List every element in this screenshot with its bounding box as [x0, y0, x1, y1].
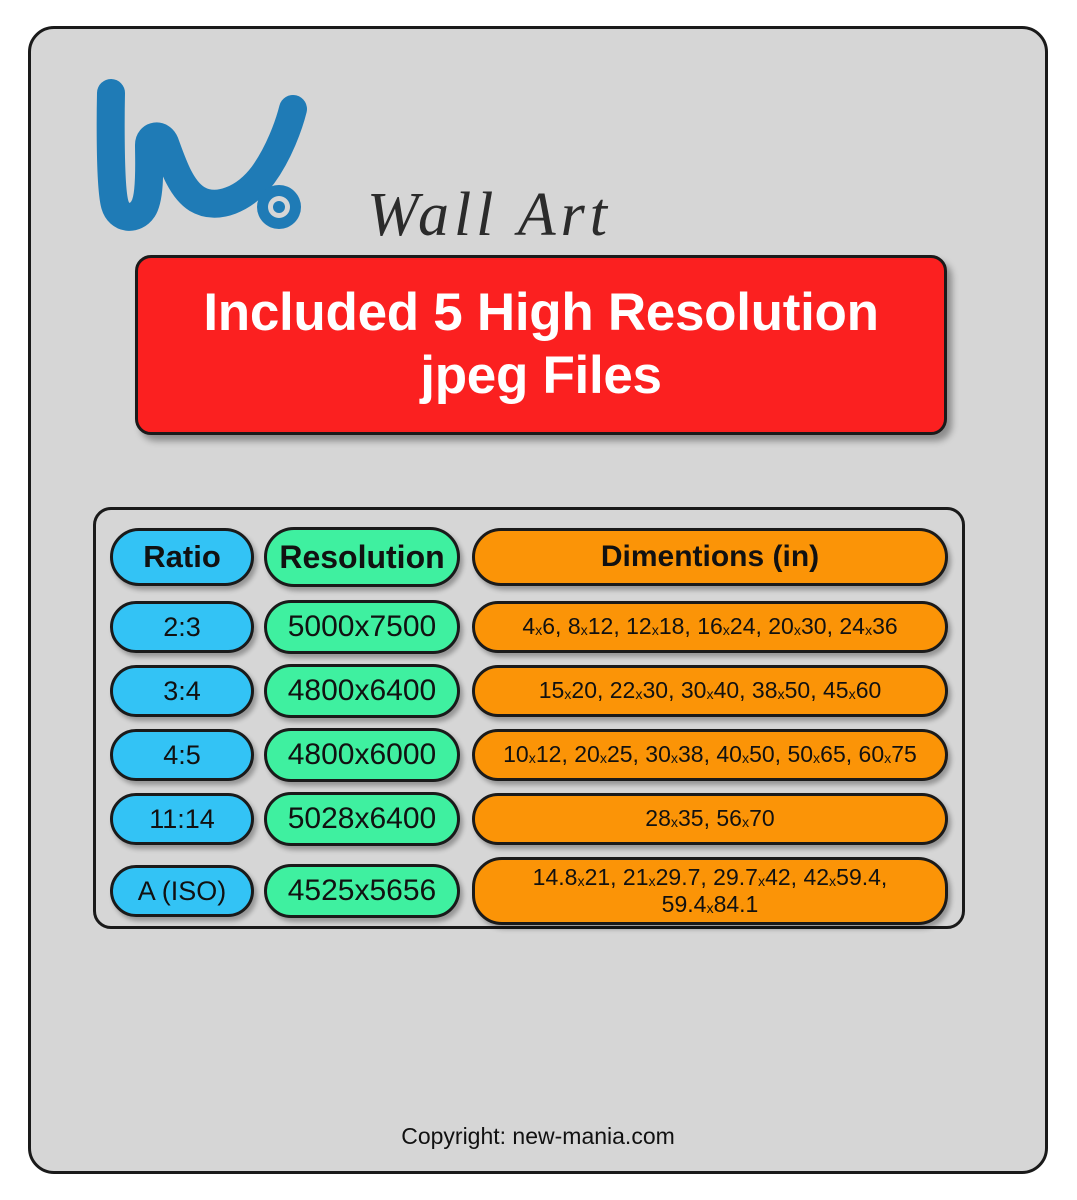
cell-resolution: 5000x7500: [264, 600, 460, 654]
table-row: [110, 854, 948, 928]
cell-ratio: 4:5: [110, 729, 254, 781]
table-header-row: [110, 524, 948, 590]
cell-dimensions: 28x35, 56x70: [472, 793, 948, 845]
headline-banner: [135, 255, 947, 435]
cell-ratio: 3:4: [110, 665, 254, 717]
brand-script-wordmark: [361, 159, 781, 269]
headline-line-1: Included 5 High Resolution: [203, 283, 879, 343]
header-dimensions: Dimentions (in): [472, 528, 948, 586]
cell-resolution: 4800x6400: [264, 664, 460, 718]
poster-card: [28, 26, 1048, 1174]
cell-resolution: 4800x6000: [264, 728, 460, 782]
cell-dimensions: 14.8x21, 21x29.7, 29.7x42, 42x59.4, 59.4x84.1: [472, 857, 948, 925]
cell-dimensions: 10x12, 20x25, 30x38, 40x50, 50x65, 60x75: [472, 729, 948, 781]
table-row: [110, 662, 948, 720]
w-swirl-logo-icon: [93, 65, 323, 235]
table-row: [110, 598, 948, 656]
brand-script-text: Wall Art: [367, 181, 613, 249]
table-row: [110, 726, 948, 784]
table-row: [110, 790, 948, 848]
header-resolution: Resolution: [264, 527, 460, 587]
headline-text: [179, 282, 902, 407]
cell-dimensions: 4x6, 8x12, 12x18, 16x24, 20x30, 24x36: [472, 601, 948, 653]
cell-resolution: 5028x6400: [264, 792, 460, 846]
cell-ratio: 2:3: [110, 601, 254, 653]
cell-ratio: A (ISO): [110, 865, 254, 917]
copyright-text: Copyright: new-mania.com: [401, 1123, 675, 1149]
specs-table: [93, 507, 965, 929]
cell-dimensions: 15x20, 22x30, 30x40, 38x50, 45x60: [472, 665, 948, 717]
cell-ratio: 11:14: [110, 793, 254, 845]
headline-line-2: jpeg Files: [420, 346, 662, 405]
header-ratio: Ratio: [110, 528, 254, 586]
cell-resolution: 4525x5656: [264, 864, 460, 918]
